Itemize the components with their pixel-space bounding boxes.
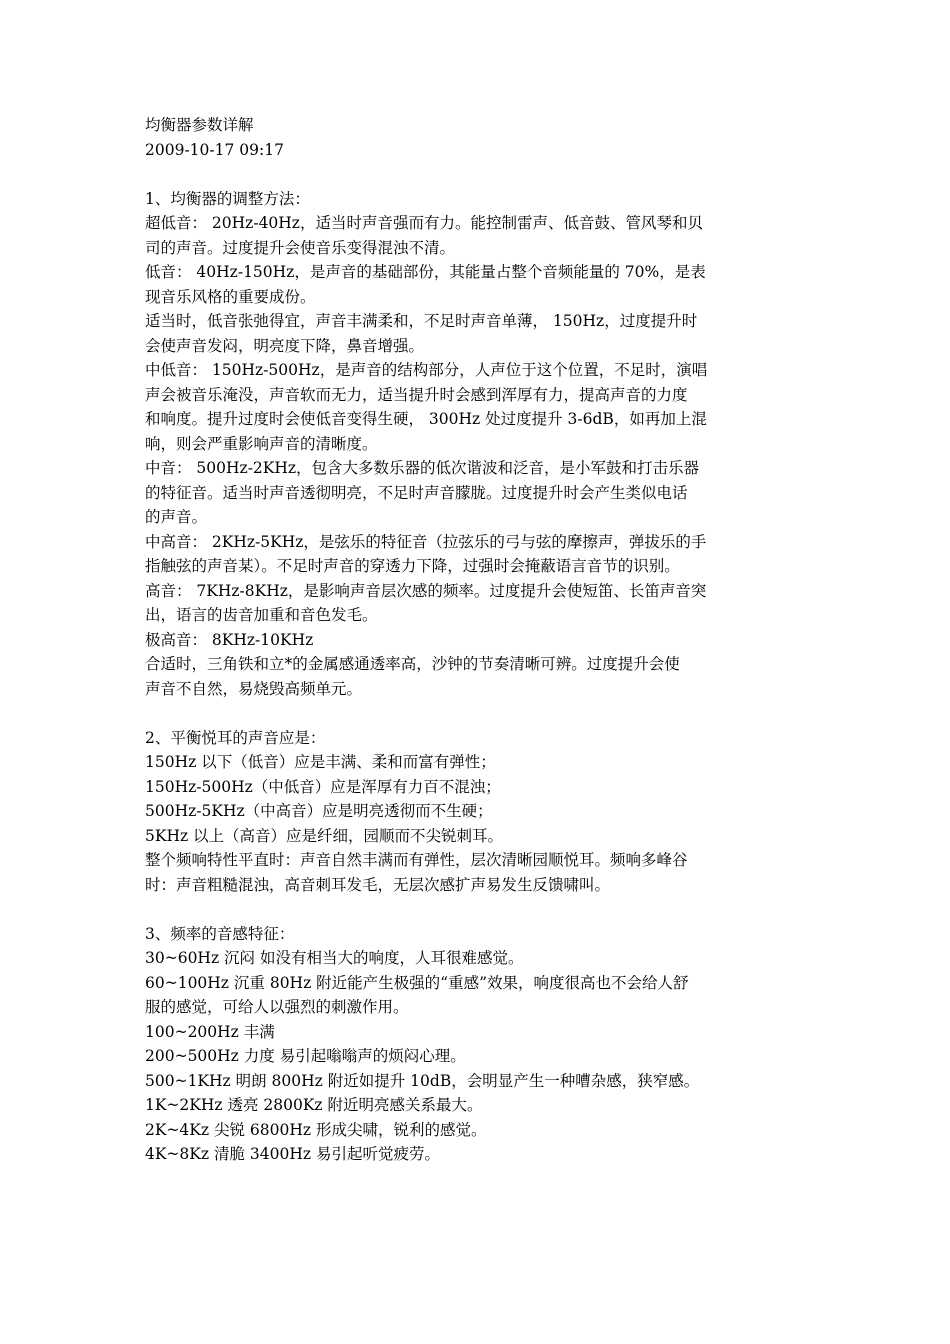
paragraph-line: 整个频响特性平直时：声音自然丰满而有弹性，层次清晰园顺悦耳。频响多峰谷 [145, 851, 688, 869]
paragraph-line: 司的声音。过度提升会使音乐变得混浊不清。 [145, 238, 456, 257]
paragraph-line: 500Hz-5KHz（中高音）应是明亮透彻而不生硬； [145, 802, 493, 820]
paragraph-line: 适当时，低音张弛得宜，声音丰满柔和，不足时声音单薄， 150Hz，过度提升时 [145, 312, 698, 330]
paragraph-line: 现音乐风格的重要成份。 [145, 287, 316, 306]
paragraph-line: 声会被音乐淹没，声音软而无力，适当提升时会感到浑厚有力，提高声音的力度 [145, 385, 688, 404]
paragraph-line: 中高音： 2KHz-5KHz，是弦乐的特征音（拉弦乐的弓与弦的摩擦声，弹拔乐的手 [145, 532, 707, 551]
paragraph-line: 中音： 500Hz-2KHz，包含大多数乐器的低次谐波和泛音，是小军鼓和打击乐器 [145, 459, 700, 477]
paragraph-line: 合适时，三角铁和立*的金属感通透率高，沙钟的节奏清晰可辨。过度提升会使 [145, 655, 680, 673]
paragraph-line: 500~1KHz 明朗 800Hz 附近如提升 10dB，会明显产生一种嘈杂感，狭窄感。 [145, 1071, 700, 1090]
section-heading: 1、均衡器的调整方法： [145, 189, 310, 208]
spacer [145, 701, 810, 726]
section-adjustment-methods [145, 187, 810, 702]
paragraph-line: 1K~2KHz 透亮 2800Kz 附近明亮感关系最大。 [145, 1096, 483, 1114]
section-frequency-features [145, 922, 810, 1167]
paragraph-line: 30~60Hz 沉闷 如没有相当大的响度，人耳很难感觉。 [145, 949, 524, 967]
paragraph-line: 极高音： 8KHz-10KHz [145, 630, 314, 649]
paragraph-line: 的声音。 [145, 508, 208, 526]
paragraph-line: 200~500Hz 力度 易引起嗡嗡声的烦闷心理。 [145, 1047, 466, 1065]
section-heading: 3、频率的音感特征： [145, 924, 295, 943]
document-body [145, 113, 810, 1167]
spacer [145, 897, 810, 922]
paragraph-line: 4K~8Kz 清脆 3400Hz 易引起听觉疲劳。 [145, 1145, 440, 1163]
paragraph-line: 超低音： 20Hz-40Hz，适当时声音强而有力。能控制雷声、低音鼓、管风琴和贝 [145, 214, 703, 232]
paragraph-line: 响，则会严重影响声音的清晰度。 [145, 434, 378, 453]
paragraph-line: 时：声音粗糙混浊，高音刺耳发毛，无层次感扩声易发生反馈啸叫。 [145, 875, 611, 894]
spacer [145, 162, 810, 187]
paragraph-line: 声音不自然，易烧毁高频单元。 [145, 679, 363, 698]
section-heading: 2、平衡悦耳的声音应是： [145, 728, 326, 747]
paragraph-line: 和响度。提升过度时会使低音变得生硬， 300Hz 处过度提升 3-6dB，如再加上混 [145, 410, 707, 428]
paragraph-line: 高音： 7KHz-8KHz，是影响声音层次感的频率。过度提升会使短笛、长笛声音突 [145, 581, 707, 600]
document-date: 2009-10-17 09:17 [145, 140, 284, 159]
paragraph-line: 服的感觉，可给人以强烈的刺激作用。 [145, 998, 409, 1016]
paragraph-line: 指触弦的声音某）。不足时声音的穿透力下降，过强时会掩蔽语言音节的识别。 [145, 557, 680, 575]
paragraph-line: 出，语言的齿音加重和音色发毛。 [145, 606, 378, 624]
paragraph-line: 150Hz-500Hz（中低音）应是浑厚有力百不混浊； [145, 777, 501, 796]
paragraph-line: 100~200Hz 丰满 [145, 1022, 275, 1041]
document-title: 均衡器参数详解 [145, 116, 254, 134]
paragraph-line: 中低音： 150Hz-500Hz，是声音的结构部分，人声位于这个位置，不足时，演唱 [145, 361, 708, 379]
paragraph-line: 2K~4Kz 尖锐 6800Hz 形成尖啸，锐利的感觉。 [145, 1120, 487, 1139]
paragraph-line: 5KHz 以上（高音）应是纤细，园顺而不尖锐刺耳。 [145, 826, 504, 845]
paragraph-line: 低音： 40Hz-150Hz，是声音的基础部份，其能量占整个音频能量的 70%，是表 [145, 263, 706, 281]
paragraph-line: 的特征音。适当时声音透彻明亮，不足时声音朦胧。过度提升时会产生类似电话 [145, 483, 688, 502]
section-balanced-sound [145, 726, 810, 898]
paragraph-line: 60~100Hz 沉重 80Hz 附近能产生极强的“重感”效果，响度很高也不会给人舒 [145, 973, 689, 992]
paragraph-line: 150Hz 以下（低音）应是丰满、柔和而富有弹性； [145, 753, 496, 771]
paragraph-line: 会使声音发闷，明亮度下降，鼻音增强。 [145, 336, 425, 355]
